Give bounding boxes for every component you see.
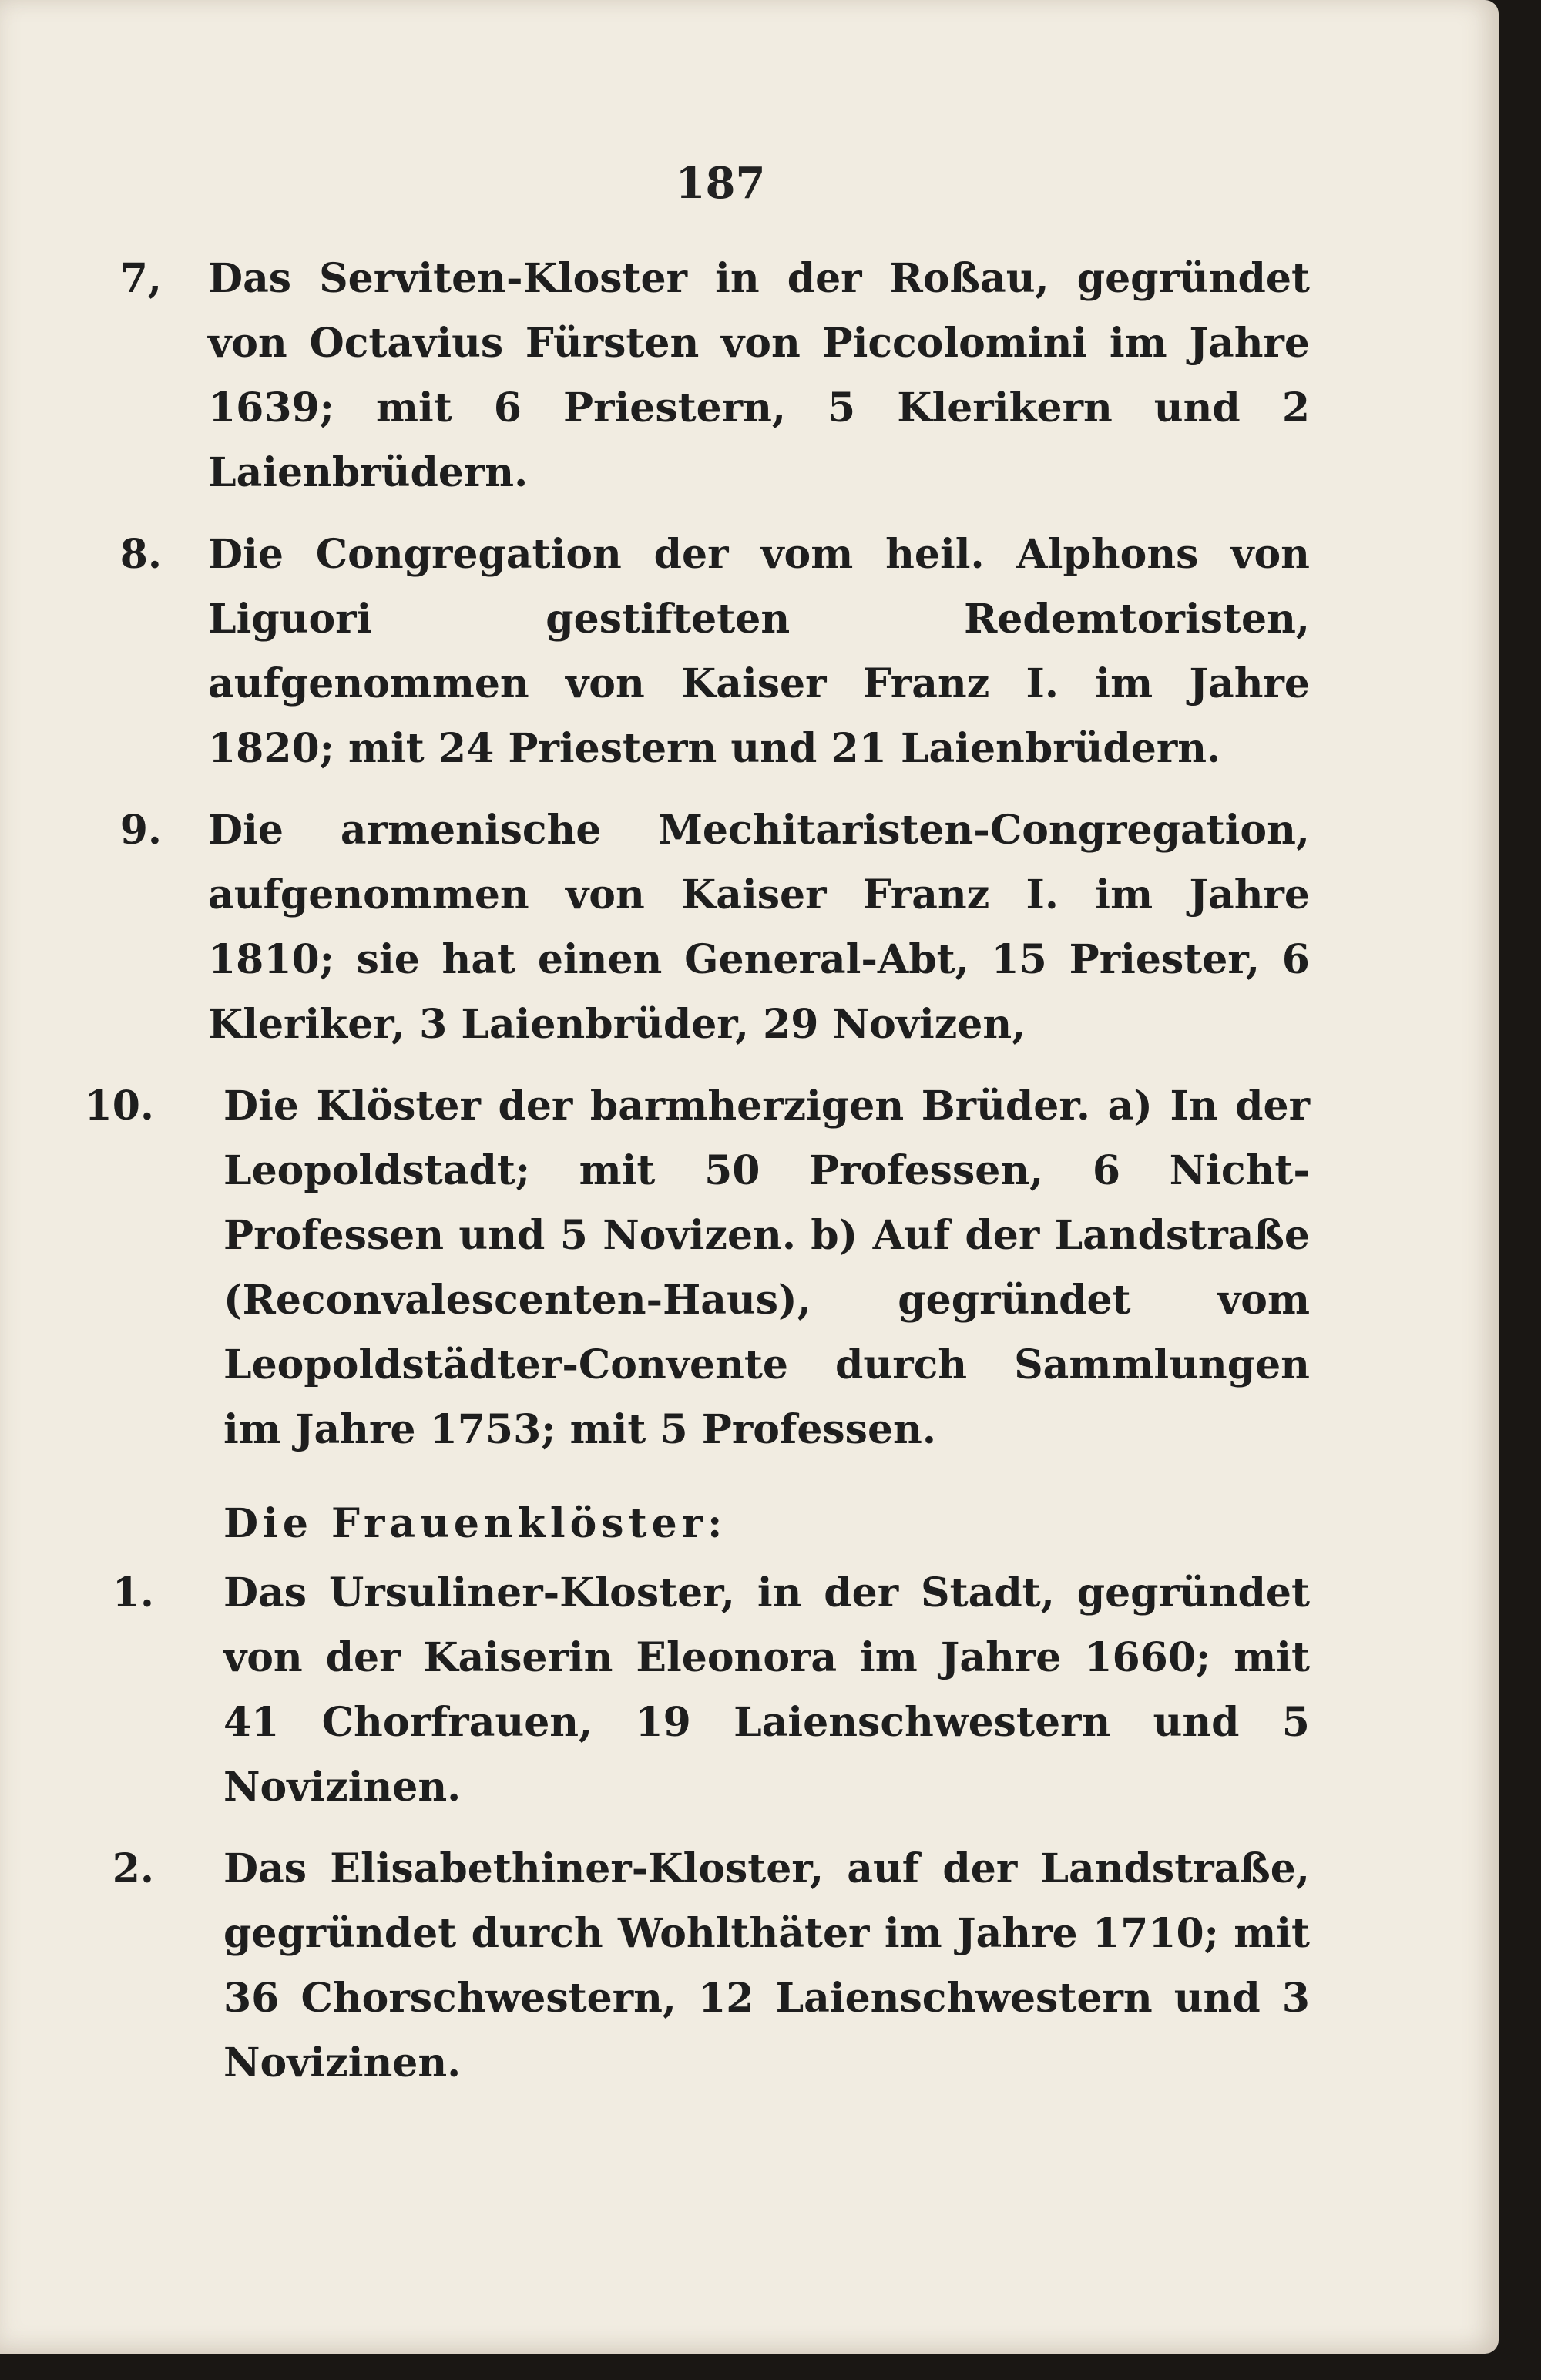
entry-number: 1. — [112, 1569, 154, 1616]
entry-number: 7, — [119, 255, 162, 302]
women-entry-1 — [112, 1561, 1310, 1820]
entry-8 — [119, 522, 1310, 781]
section-heading: Die Frauenklöster: — [223, 1500, 727, 1547]
page-body — [84, 247, 1310, 2096]
entry-number: 8. — [119, 531, 162, 578]
entry-7 — [119, 247, 1310, 505]
entry-text: Die Congregation der vom heil. Alphons von Liguori gestifteten Redemtoristen, aufgenommen von Kaiser Franz I. im Jahre 1820; mit 24 Priestern und 21 Laienbrüdern. — [208, 531, 1310, 772]
entry-number: 9. — [119, 807, 162, 854]
entry-10 — [84, 1074, 1310, 1462]
entry-number: 2. — [112, 1845, 154, 1892]
entry-9 — [119, 798, 1310, 1057]
entry-text: Das Ursuliner-Kloster, in der Stadt, gegründet von der Kaiserin Eleonora im Jahre 1660; mit 41 Chorfrauen, 19 Laienschwestern und 5 Novizinen. — [223, 1569, 1310, 1811]
entry-text: Die Klöster der barmherzigen Brüder. a) In der Leopoldstadt; mit 50 Professen, 6 Nicht-Professen und 5 Novizen. b) Auf der Landstraße (Reconvalescenten-Haus), gegründet vom Leopoldstädter-Convente durch Sammlungen im Jahre 1753; mit 5 Professen. — [223, 1083, 1310, 1453]
women-entry-2 — [112, 1837, 1310, 2096]
entry-number: 10. — [84, 1083, 154, 1130]
entry-text: Die armenische Mechitaristen-Congregation, aufgenommen von Kaiser Franz I. im Jahre 1810; sie hat einen General-Abt, 15 Priester, 6 Kleriker, 3 Laienbrüder, 29 Novizen, — [208, 807, 1310, 1048]
page-number: 187 — [675, 158, 766, 209]
entry-text: Das Serviten-Kloster in der Roßau, gegründet von Octavius Fürsten von Piccolomini im Jahre 1639; mit 6 Priestern, 5 Klerikern und 2 Laienbrüdern. — [208, 255, 1310, 496]
entry-text: Das Elisabethiner-Kloster, auf der Landstraße, gegründet durch Wohlthäter im Jahre 1710; mit 36 Chorschwestern, 12 Laienschwestern und 3 Novizinen. — [223, 1845, 1310, 2086]
